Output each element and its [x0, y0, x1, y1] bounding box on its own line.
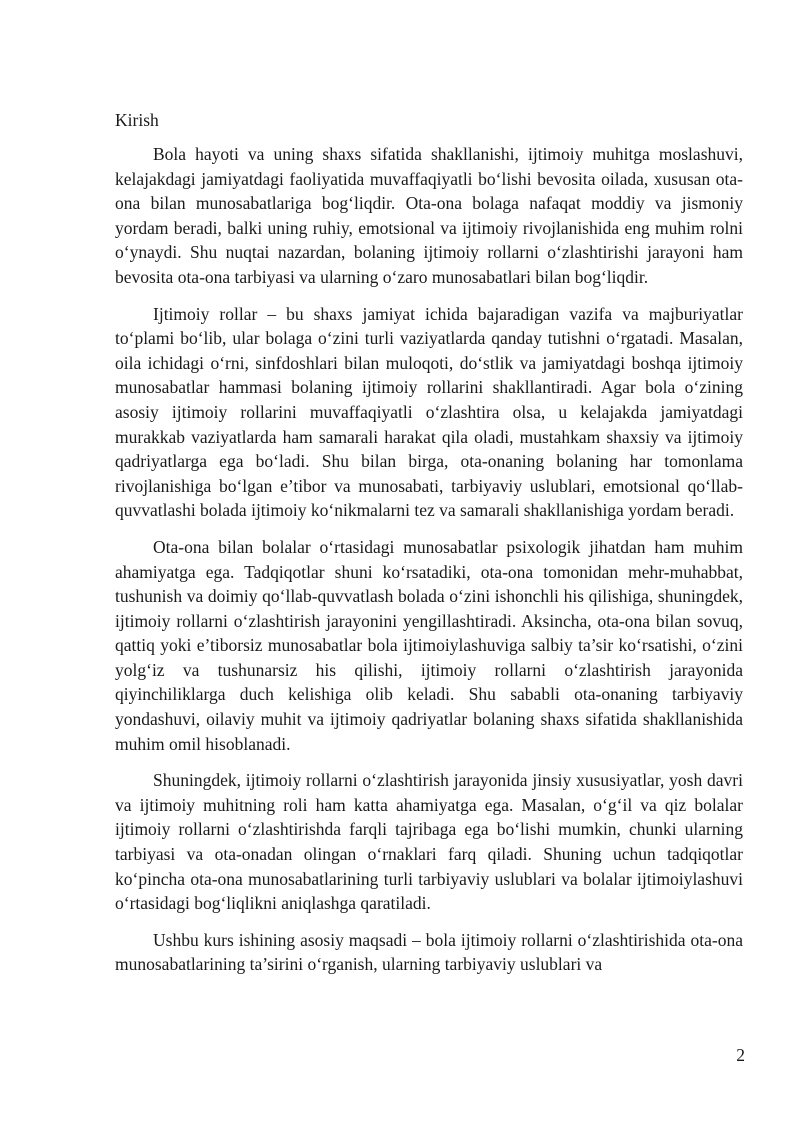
- paragraph: Ijtimoiy rollar – bu shaxs jamiyat ichida bajaradigan vazifa va majburiyatlar to‘plami bo‘lib, ular bolaga o‘zini turli vaziyatlarda qanday tutishni o‘rgatadi. Masalan, oila ichidagi o‘rni, sinfdoshlari bilan muloqoti, do‘stlik va jamiyatdagi boshqa ijtimoiy munosabatlar hammasi bolaning ijtimoiy rollarini shakllantiradi. Agar bola o‘zining asosiy ijtimoiy rollarini muvaffaqiyatli o‘zlashtira olsa, u kelajakda jamiyatdagi murakkab vaziyatlarda ham samarali harakat qila oladi, mustahkam shaxsiy va ijtimoiy qadriyatlarga ega bo‘ladi. Shu bilan birga, ota-onaning bolaning har tomonlama rivojlanishiga bo‘lgan e’tibor va munosabati, tarbiyaviy uslublari, emotsional qo‘llab-quvvatlashi bolada ijtimoiy ko‘nikmalarni tez va samarali shakllanishiga yordam beradi.: [115, 303, 743, 521]
- page-number: 2: [736, 1045, 745, 1065]
- paragraph: Shuningdek, ijtimoiy rollarni o‘zlashtirish jarayonida jinsiy xususiyatlar, yosh davri va ijtimoiy muhitning roli ham katta ahamiyatga ega. Masalan, o‘g‘il va qiz bolalar ijtimoiy rollarni o‘zlashtirishda farqli tajribaga ega bo‘lishi mumkin, chunki ularning tarbiyasi va ota-onadan olingan o‘rnaklari farq qiladi. Shuning uchun tadqiqotlar ko‘pincha ota-ona munosabatlarining turli tarbiyaviy uslublari va bolalar ijtimoiylashuvi o‘rtasidagi bog‘liqlikni aniqlashga qaratiladi.: [115, 770, 743, 914]
- paragraph: Bola hayoti va uning shaxs sifatida shakllanishi, ijtimoiy muhitga moslashuvi, kelajakdagi jamiyatdagi faoliyatida muvaffaqiyatli bo‘lishi bevosita oilada, xususan ota-ona bilan munosabatlariga bog‘liqdir. Ota-ona bolaga nafaqat moddiy va jismoniy yordam beradi, balki uning ruhiy, emotsional va ijtimoiy rivojlanishida eng muhim rolni o‘ynaydi. Shu nuqtai nazardan, bolaning ijtimoiy rollarni o‘zlashtirishi jarayoni ham bevosita ota-ona tarbiyasi va ularning o‘zaro munosabatlari bilan bog‘liqdir.: [115, 144, 743, 287]
- paragraph: Ota-ona bilan bolalar o‘rtasidagi munosabatlar psixologik jihatdan ham muhim ahamiyatga ega. Tadqiqotlar shuni ko‘rsatadiki, ota-ona tomonidan mehr-muhabbat, tushunish va doimiy qo‘llab-quvvatlash bolada o‘zini ishonchli his qilishiga, shuningdek, ijtimoiy rollarni o‘zlashtirish jarayonini yengillashtiradi. Aksincha, ota-ona bilan sovuq, qattiq yoki e’tiborsiz munosabatlar bola ijtimoiylashuviga salbiy ta’sir ko‘rsatishi, o‘zini yolg‘iz va tushunarsiz his qilishi, ijtimoiy rollarni o‘zlashtirish jarayonida qiyinchiliklarga duch kelishiga olib keladi. Shu sababli ota-onaning tarbiyaviy yondashuvi, oilaviy muhit va ijtimoiy qadriyatlar bolaning shaxs sifatida shakllanishida muhim omil hisoblanadi.: [115, 536, 743, 754]
- paragraph: Ushbu kurs ishining asosiy maqsadi – bola ijtimoiy rollarni o‘zlashtirishida ota-ona munosabatlarining ta’sirini o‘rganish, ularning tarbiyaviy uslublari va: [115, 929, 743, 975]
- document-page: [115, 108, 743, 989]
- section-heading: Kirish: [115, 110, 159, 130]
